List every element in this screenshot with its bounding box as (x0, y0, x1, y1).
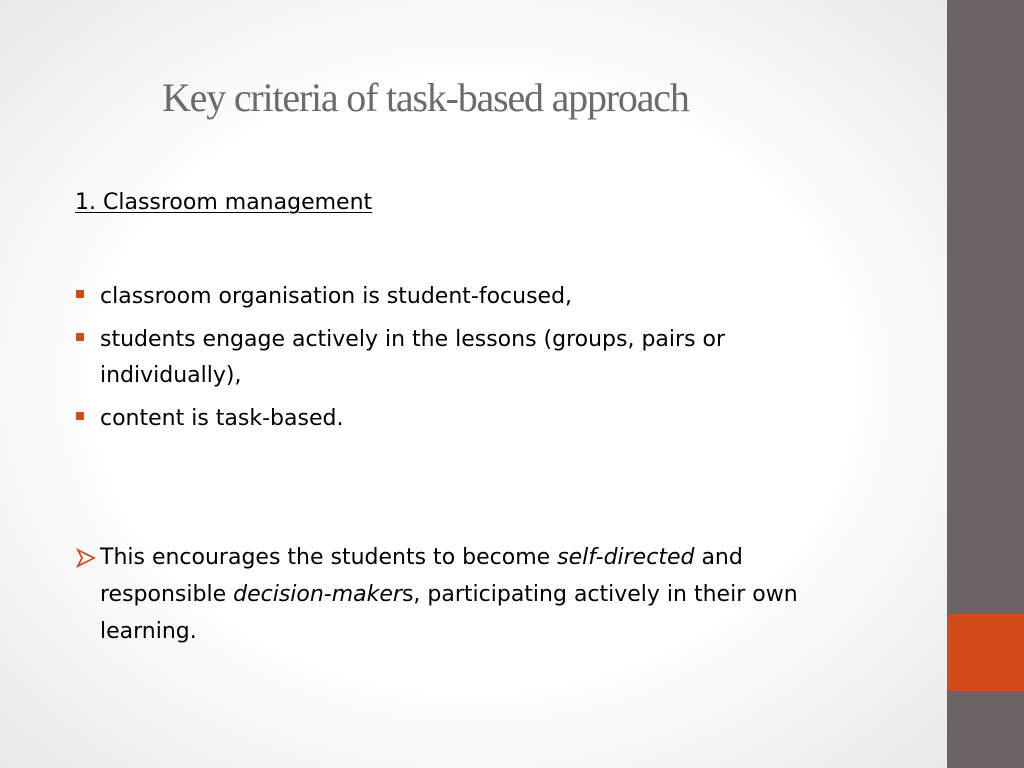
sidebar-accent-block (947, 614, 1024, 691)
conclusion-text-2: and responsible (100, 545, 743, 607)
conclusion-text-3: s, participating actively in their own learning. (100, 582, 798, 644)
section-heading-text: 1. Classroom management (75, 190, 373, 215)
conclusion-text-1: This encourages the students to become (100, 545, 558, 570)
section-heading (75, 188, 372, 218)
list-item (75, 279, 835, 315)
arrow-bullet-icon (75, 548, 97, 568)
bullet-list (75, 279, 835, 444)
list-item-text: content is task-based. (100, 406, 344, 431)
emphasis-self-directed: self-directed (557, 545, 695, 570)
square-bullet-icon (76, 290, 84, 298)
slide-title: Key criteria of task-based approach (162, 75, 689, 120)
conclusion-paragraph (75, 539, 845, 650)
list-item (75, 322, 835, 394)
square-bullet-icon (76, 333, 84, 341)
list-item-text: classroom organisation is student-focused, (100, 284, 573, 309)
emphasis-decision-maker: decision-maker (233, 582, 402, 607)
square-bullet-icon (76, 412, 84, 420)
list-item (75, 401, 835, 437)
list-item-text: students engage actively in the lessons (groups, pairs or individually), (100, 327, 726, 388)
